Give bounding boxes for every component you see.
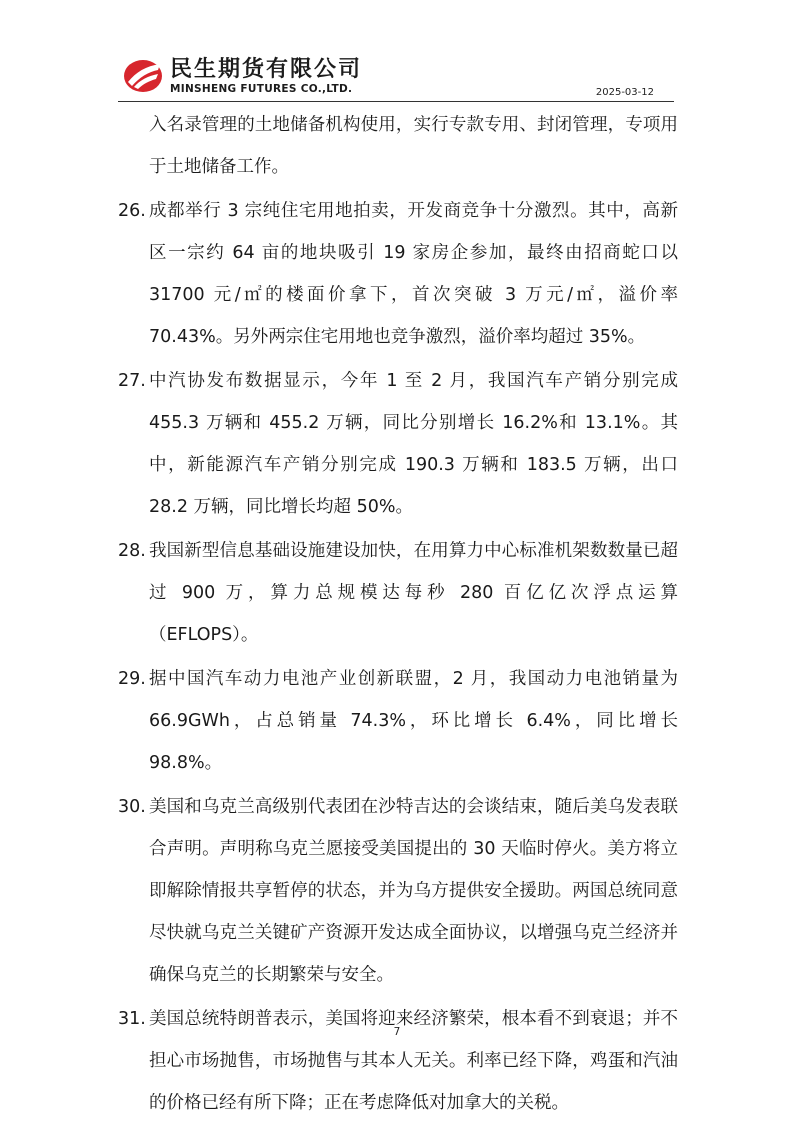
list-item [118,658,678,784]
page-header [118,50,674,102]
document-date: 2025-03-12 [595,87,654,98]
minsheng-logo-icon [122,54,164,96]
item-number: 30. [118,797,146,817]
list-item [118,998,678,1124]
item-text: 美国和乌克兰高级别代表团在沙特吉达的会谈结束，随后美乌发表联合声明。声明称乌克兰愿接受美国提出的 30 天临时停火。美方将立即解除情报共享暂停的状态，并为乌方提供安全援助。两国总统同意尽快就乌克兰关键矿产资源开发达成全面协议，以增强乌克兰经济并确保乌克兰的长期繁荣与安全。 [149,797,678,985]
document-body [118,104,678,1126]
item-number: 27. [118,371,146,391]
item-text: 中汽协发布数据显示，今年 1 至 2 月，我国汽车产销分别完成 455.3 万辆和 455.2 万辆，同比分别增长 16.2%和 13.1%。其中，新能源汽车产销分别完成 190.3 万辆和 183.5 万辆，出口 28.2 万辆，同比增长均超 50%。 [149,371,678,517]
item-text: 成都举行 3 宗纯住宅用地拍卖，开发商竞争十分激烈。其中，高新区一宗约 64 亩的地块吸引 19 家房企参加，最终由招商蛇口以 31700 元/㎡的楼面价拿下，首次突破 3 万元/㎡，溢价率 70.43%。另外两宗住宅用地也竞争激烈，溢价率均超过 35%。 [149,201,678,347]
list-item [118,190,678,358]
item-number: 31. [118,1009,146,1029]
company-name-cn: 民生期货有限公司 [170,57,363,82]
company-name-en: MINSHENG FUTURES CO.,LTD. [170,83,353,95]
item-text: 据中国汽车动力电池产业创新联盟，2 月，我国动力电池销量为 66.9GWh，占总销量 74.3%，环比增长 6.4%，同比增长 98.8%。 [149,669,678,773]
item-number: 28. [118,541,146,561]
item-number: 29. [118,669,146,689]
continuation-paragraph [118,104,678,188]
item-text: 美国总统特朗普表示，美国将迎来经济繁荣，根本看不到衰退；并不担心市场抛售，市场抛售与其本人无关。利率已经下降，鸡蛋和汽油的价格已经有所下降；正在考虑降低对加拿大的关税。 [149,1009,678,1113]
header-divider [118,101,674,102]
list-item [118,786,678,996]
paragraph-text: 入名录管理的土地储备机构使用，实行专款专用、封闭管理，专项用于土地储备工作。 [149,115,678,177]
list-item [118,360,678,528]
item-text: 我国新型信息基础设施建设加快，在用算力中心标准机架数数量已超过 900 万，算力总规模达每秒 280 百亿亿次浮点运算（EFLOPS）。 [149,541,678,645]
page-number: 7 [393,1026,401,1038]
item-number: 26. [118,201,146,221]
list-item [118,530,678,656]
